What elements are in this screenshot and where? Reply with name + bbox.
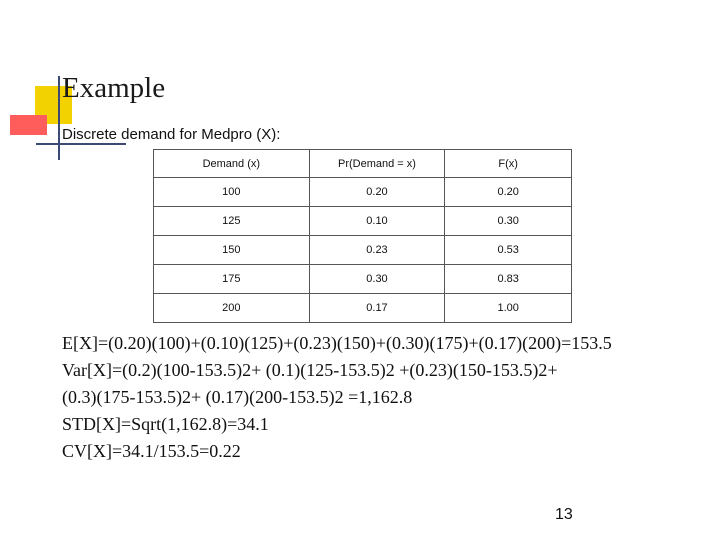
formula-expected-value: E[X]=(0.20)(100)+(0.10)(125)+(0.23)(150)+(0.30)(175)+(0.17)(200)=153.5 [62, 333, 612, 353]
slide-subtitle: Discrete demand for Medpro (X): [62, 126, 281, 143]
decorative-vertical-rule [58, 76, 60, 160]
table-row [154, 178, 572, 207]
cell-demand: 150 [154, 236, 310, 265]
cell-cumulative: 0.20 [445, 178, 572, 207]
decorative-horizontal-rule [36, 143, 126, 145]
header-probability: Pr(Demand = x) [309, 150, 445, 178]
cell-cumulative: 0.30 [445, 207, 572, 236]
cell-cumulative: 0.53 [445, 236, 572, 265]
slide-title: Example [62, 72, 166, 104]
formula-block [62, 330, 612, 465]
page-number: 13 [555, 506, 573, 523]
formula-variance-line-2: (0.3)(175-153.5)2+ (0.17)(200-153.5)2 =1,162.8 [62, 387, 413, 407]
table-row [154, 207, 572, 236]
header-cumulative: F(x) [445, 150, 572, 178]
cell-cumulative: 0.83 [445, 265, 572, 294]
decorative-red-bar [10, 115, 47, 135]
demand-table [153, 149, 572, 323]
cell-cumulative: 1.00 [445, 294, 572, 323]
cell-probability: 0.20 [309, 178, 445, 207]
cell-demand: 200 [154, 294, 310, 323]
cell-probability: 0.23 [309, 236, 445, 265]
formula-variance-line-1: Var[X]=(0.2)(100-153.5)2+ (0.1)(125-153.5)2 +(0.23)(150-153.5)2+ [62, 360, 558, 380]
cell-probability: 0.30 [309, 265, 445, 294]
cell-demand: 100 [154, 178, 310, 207]
table-row [154, 294, 572, 323]
cell-demand: 125 [154, 207, 310, 236]
cell-probability: 0.10 [309, 207, 445, 236]
formula-coefficient-of-variation: CV[X]=34.1/153.5=0.22 [62, 441, 241, 461]
table-header-row [154, 150, 572, 178]
table-row [154, 265, 572, 294]
cell-probability: 0.17 [309, 294, 445, 323]
formula-standard-deviation: STD[X]=Sqrt(1,162.8)=34.1 [62, 414, 269, 434]
cell-demand: 175 [154, 265, 310, 294]
table-row [154, 236, 572, 265]
header-demand: Demand (x) [154, 150, 310, 178]
